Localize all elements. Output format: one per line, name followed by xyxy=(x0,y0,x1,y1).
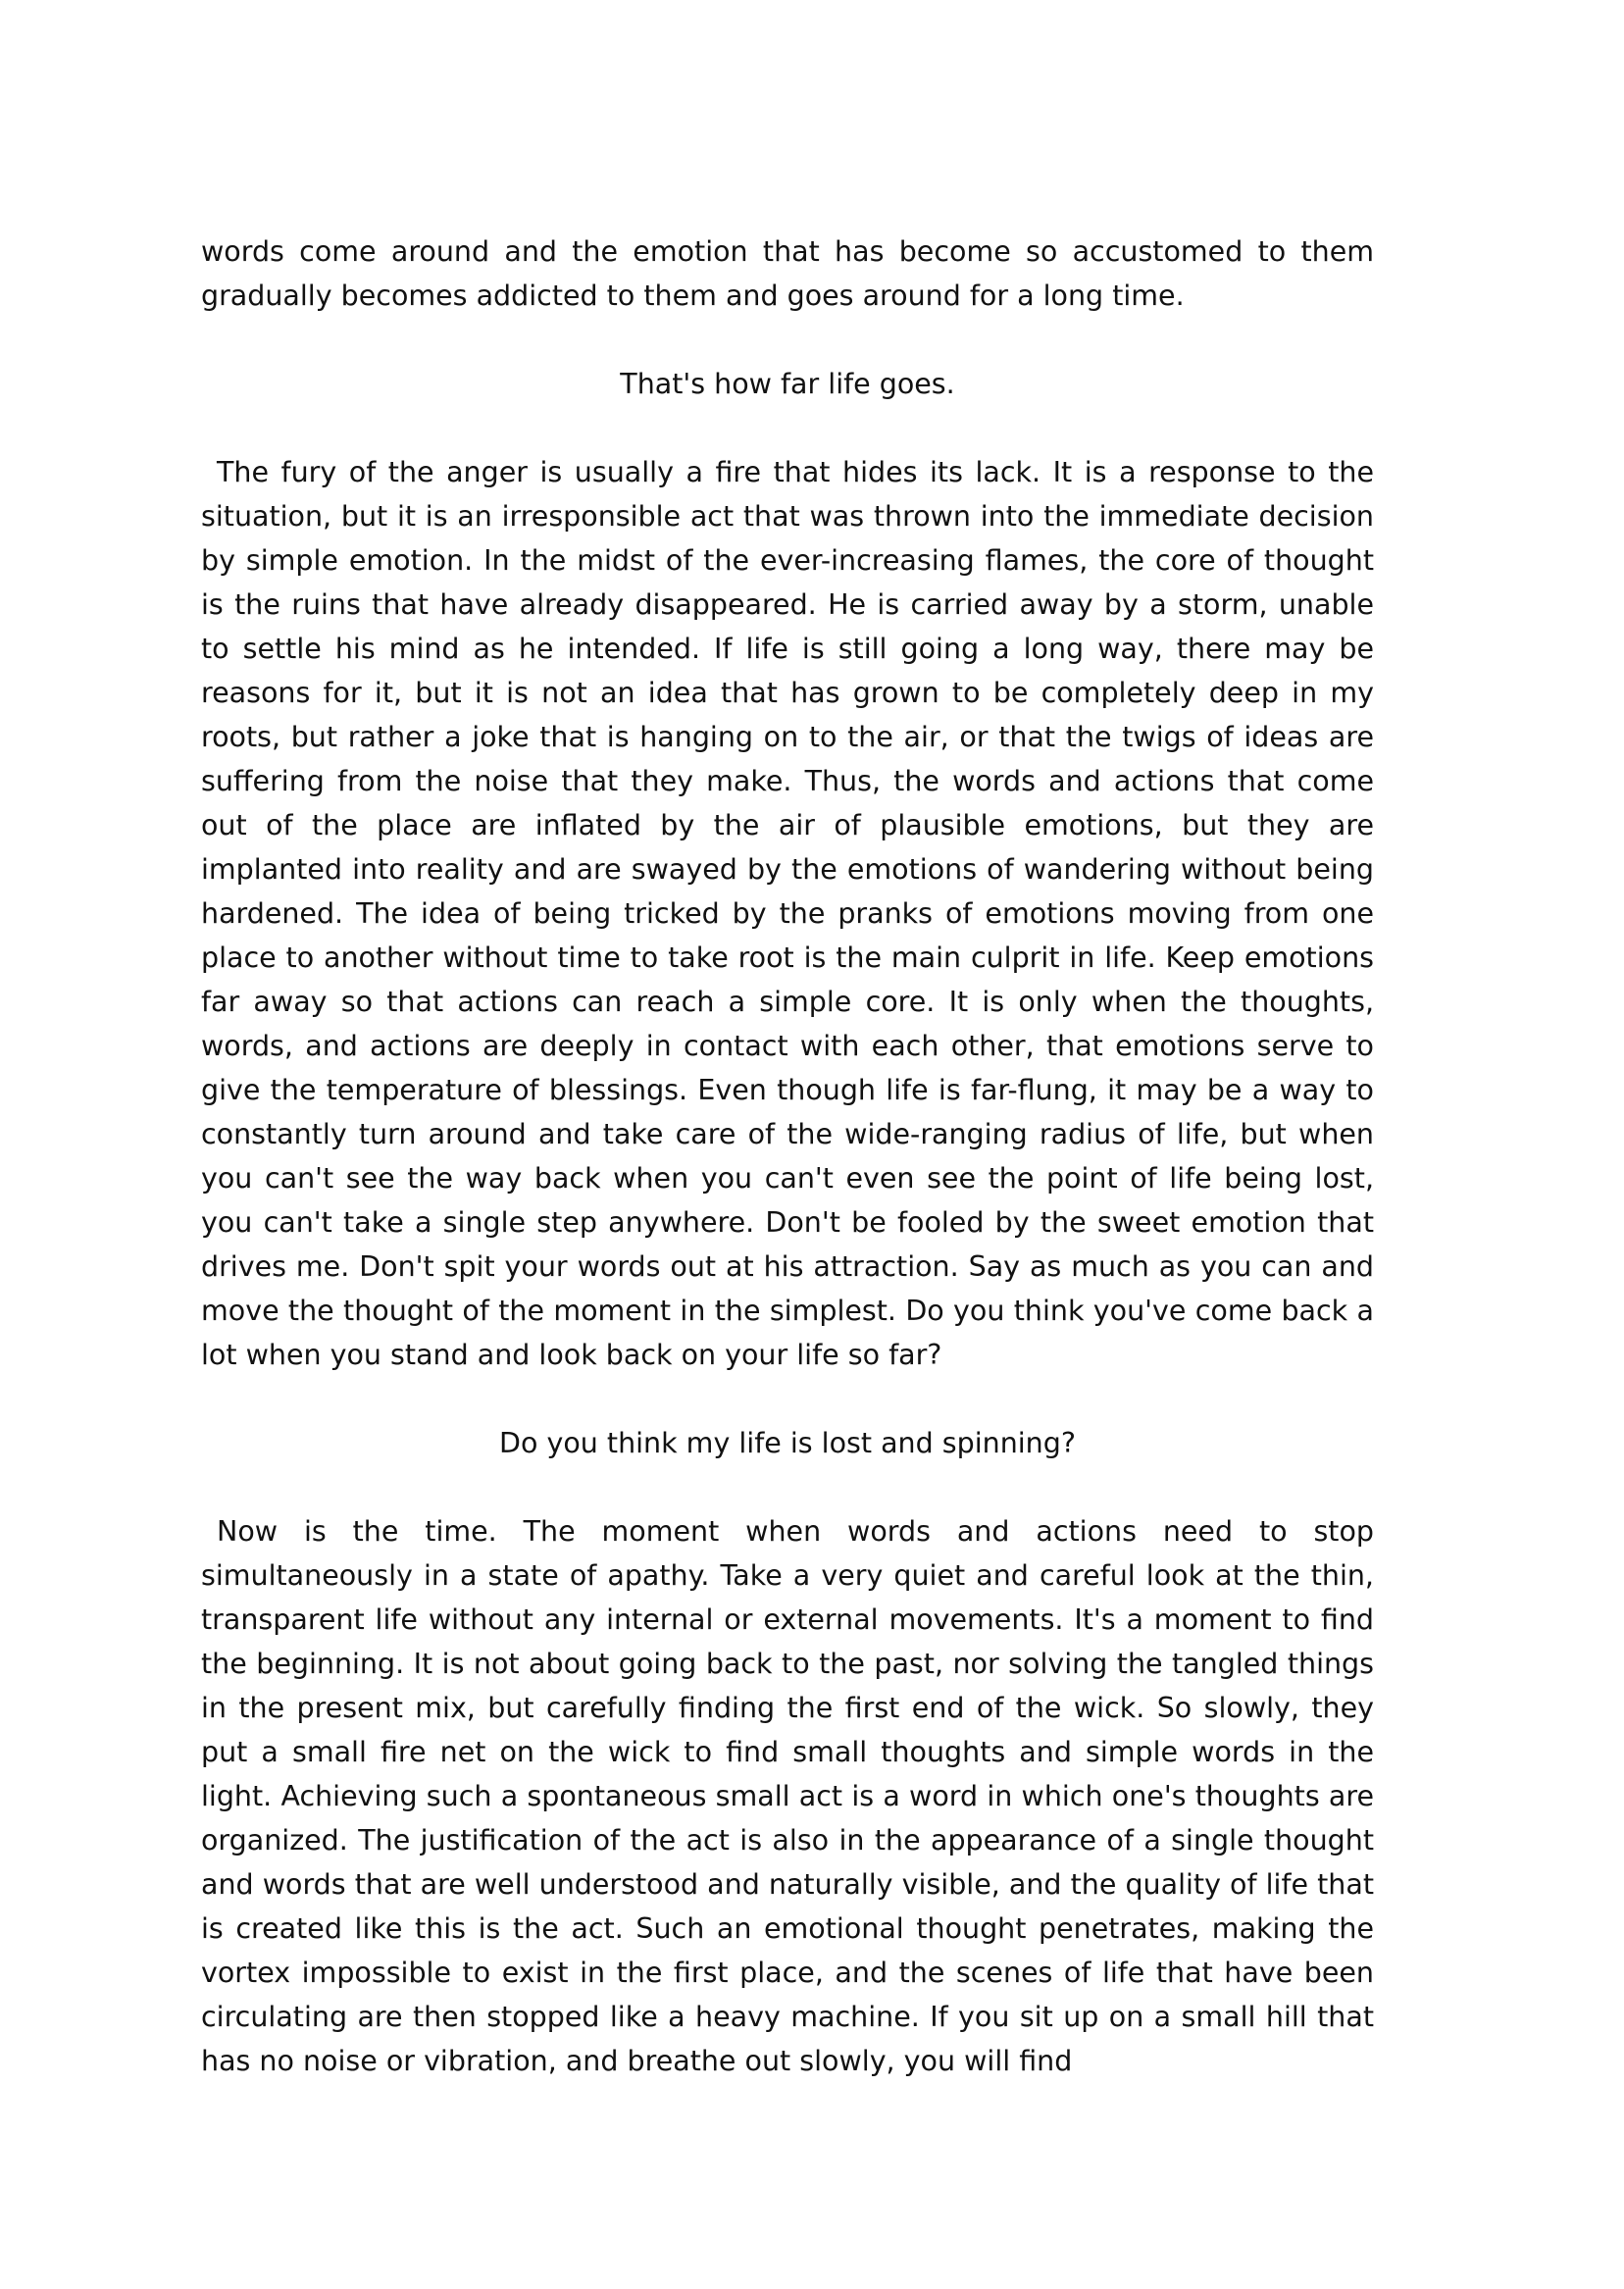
body-paragraph-2: Now is the time. The moment when words and actions need to stop simultaneously in a state of apathy. Take a very quiet and careful look at the thin, transparent life without any internal or external movements. It's a moment to find the beginning. It is not about going back to the past, nor solving the tangled things in the present mix, but carefully finding the first end of the wick. So slowly, they put a small fire net on the wick to find small thoughts and simple words in the light. Achieving such a spontaneous small act is a word in which one's thoughts are organized. The justification of the act is also in the appearance of a single thought and words that are well understood and naturally visible, and the quality of life that is created like this is the act. Such an emotional thought penetrates, making the vortex impossible to exist in the first place, and the scenes of life that have been circulating are then stopped like a heavy machine. If you sit up on a small hill that has no noise or vibration, and breathe out slowly, you will find xyxy=(201,1515,1374,2077)
opening-paragraph: words come around and the emotion that has become so accustomed to them gradually becomes addicted to them and goes around for a long time. xyxy=(201,235,1374,312)
body-paragraph-1: The fury of the anger is usually a fire that hides its lack. It is a response to the situation, but it is an irresponsible act that was thrown into the immediate decision by simple emotion. In the midst of the ever-increasing flames, the core of thought is the ruins that have already disappeared. He is carried away by a storm, unable to settle his mind as he intended. If life is still going a long way, there may be reasons for it, but it is not an idea that has grown to be completely deep in my roots, but rather a joke that is hanging on to the air, or that the twigs of ideas are suffering from the noise that they make. Thus, the words and actions that come out of the place are inflated by the air of plausible emotions, but they are implanted into reality and are swayed by the emotions of wandering without being hardened. The idea of being tricked by the pranks of emotions moving from one place to another without time to take root is the main culprit in life. Keep emotions far away so that actions can reach a simple core. It is only when the thoughts, words, and actions are deeply in contact with each other, that emotions serve to give the temperature of blessings. Even though life is far-flung, it may be a way to constantly turn around and take care of the wide-ranging radius of life, but when you can't see the way back when you can't even see the point of life being lost, you can't take a single step anywhere. Don't be fooled by the sweet emotion that drives me. Don't spit your words out at his attraction. Say as much as you can and move the thought of the moment in the simplest. Do you think you've come back a lot when you stand and look back on your life so far? xyxy=(201,456,1374,1371)
section-heading-1: That's how far life goes. xyxy=(620,368,955,400)
section-heading-2: Do you think my life is lost and spinning? xyxy=(499,1427,1076,1459)
text-column xyxy=(201,229,1374,2083)
